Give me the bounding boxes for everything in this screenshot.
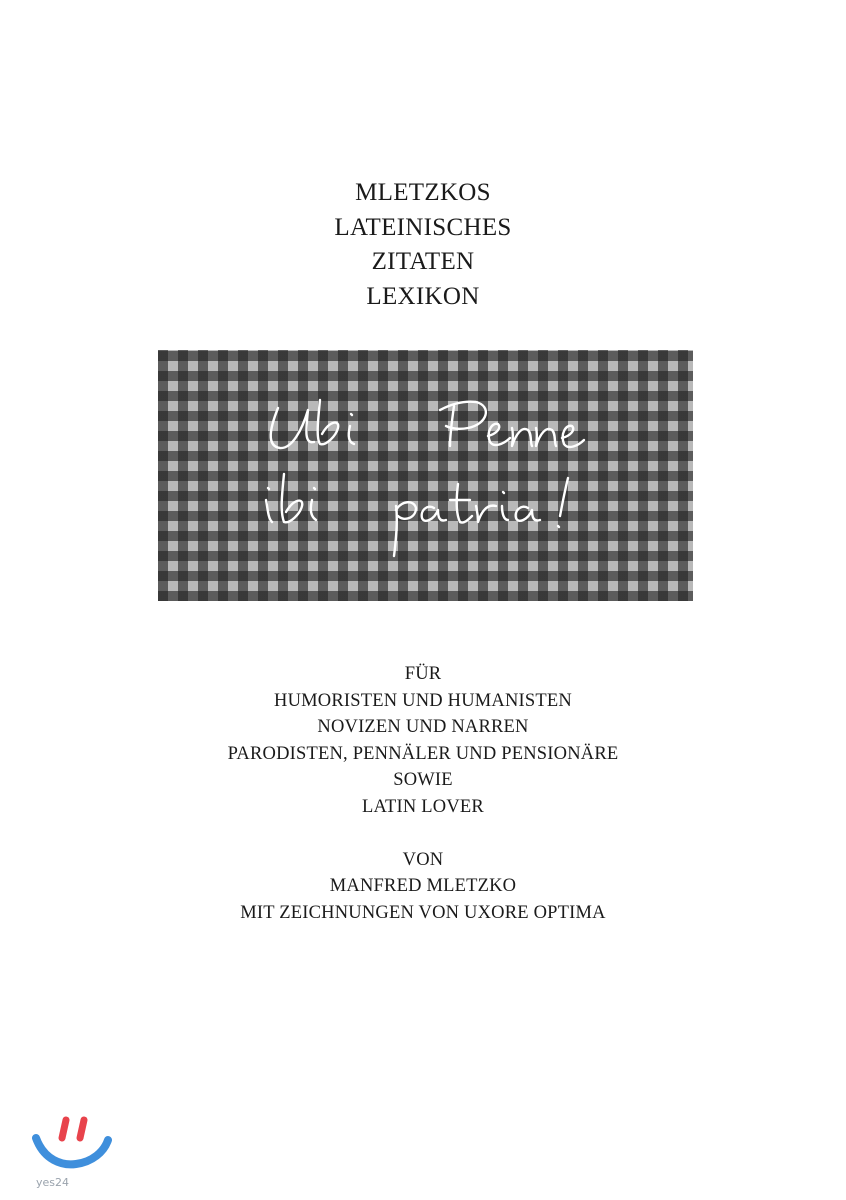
audience-line-latin-lover: LATIN LOVER xyxy=(362,796,484,817)
book-title xyxy=(0,176,846,314)
title-line-2: LATEINISCHES xyxy=(334,213,512,241)
audience-line-novizen: NOVIZEN UND NARREN xyxy=(317,717,529,738)
handwritten-motto xyxy=(158,350,693,601)
audience-line-sowie: SOWIE xyxy=(393,770,453,791)
credit-line-von: VON xyxy=(402,849,444,870)
title-line-4: LEXIKON xyxy=(366,282,480,310)
smiley-icon xyxy=(26,1108,116,1192)
audience-line-fuer: FÜR xyxy=(404,664,442,684)
audience-line-parodisten: PARODISTEN, PENNÄLER UND PENSIONÄRE xyxy=(227,743,619,764)
illustrator-credit: MIT ZEICHNUNGEN VON UXORE OPTIMA xyxy=(240,902,606,923)
title-line-1: MLETZKOS xyxy=(355,179,491,206)
title-line-3: ZITATEN xyxy=(371,248,475,275)
author-name: MANFRED MLETZKO xyxy=(329,876,517,897)
dedication-and-credits xyxy=(0,661,846,926)
gingham-cover-image xyxy=(158,350,693,601)
audience-line-humoristen: HUMORISTEN UND HUMANISTEN xyxy=(274,690,572,711)
yes24-watermark-logo xyxy=(26,1108,116,1192)
watermark-text: yes24 xyxy=(36,1176,70,1189)
spacer xyxy=(0,821,846,847)
